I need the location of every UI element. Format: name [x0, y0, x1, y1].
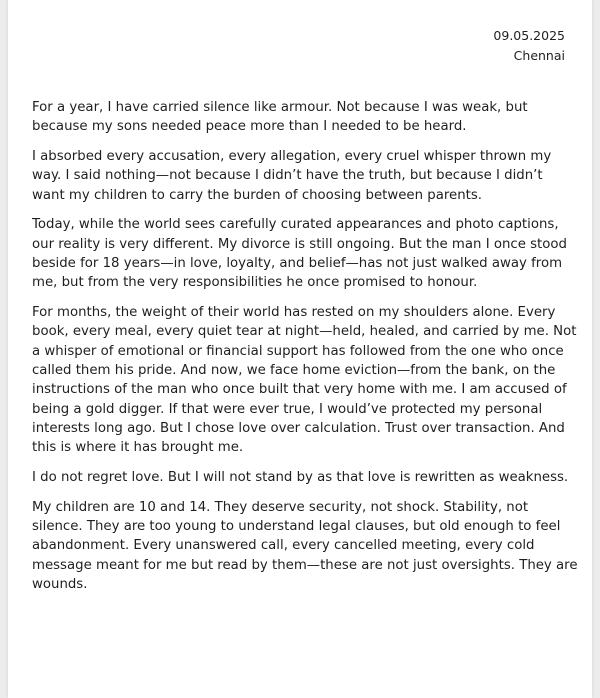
- letter-place: Chennai: [513, 48, 565, 63]
- paragraph-1: For a year, I have carried silence like armour. Not because I was weak, but because my sons needed peace more than I needed to be heard.: [32, 100, 528, 135]
- paragraph-4: For months, the weight of their world has rested on my shoulders alone. Every book, every meal, every quiet tear at night—held, healed, and carried by me. Not a whisper of emotional or financial support has followed from the one who once called them his pride. And now, we face home eviction—from the bank, on the instructions of the man who once built that very home with me. I am accused of being a gold digger. If that were ever true, I would’ve protected my personal interests long ago. But I chose love over calculation. Trust over transaction. And this is where it has brought me.: [32, 305, 577, 456]
- paragraph-2: I absorbed every accusation, every allegation, every cruel whisper thrown my way. I said nothing—not because I didn’t have the truth, but because I didn’t want my children to carry the burden of choosing between parents.: [32, 149, 552, 203]
- letter-date: 09.05.2025: [493, 28, 565, 43]
- letter-body: [32, 98, 578, 605]
- letter-page: [8, 0, 592, 698]
- paragraph-3: Today, while the world sees carefully curated appearances and photo captions, our reality is very different. My divorce is still ongoing. But the man I once stood beside for 18 years—in love, loyalty, and belief—has not just walked away from me, but from the very responsibilities he once promised to honour.: [32, 217, 567, 291]
- letter-header: [493, 26, 565, 66]
- paragraph-6: My children are 10 and 14. They deserve security, not shock. Stability, not silence. They are too young to understand legal clauses, but old enough to feel abandonment. Every unanswered call, every cancelled meeting, every cold message meant for me but read by them—these are not just oversights. They are wounds.: [32, 499, 578, 593]
- paragraph-5: I do not regret love. But I will not stand by as that love is rewritten as weakness.: [32, 470, 569, 486]
